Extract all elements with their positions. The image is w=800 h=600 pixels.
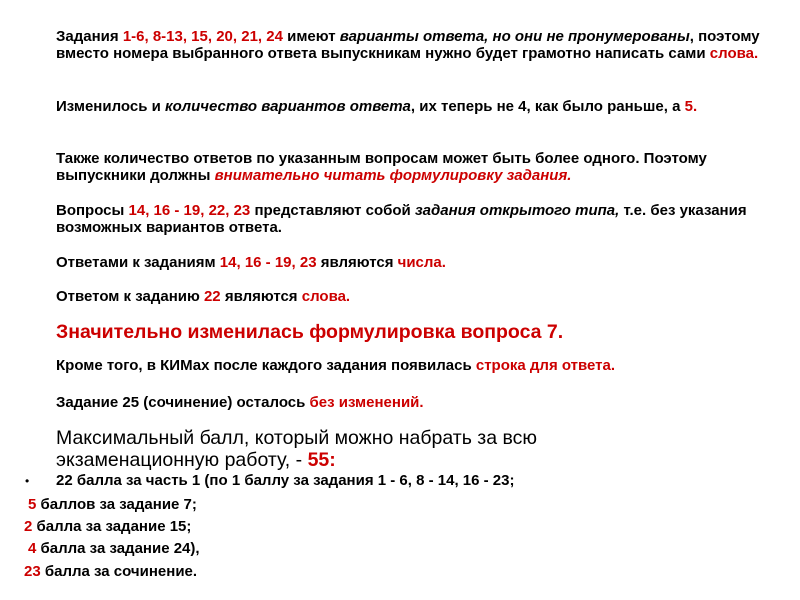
- list-item-task7: [28, 496, 788, 514]
- text: имеют: [282, 28, 340, 45]
- task-numbers: 14, 16 - 19, 23: [219, 254, 317, 271]
- score-number: 4: [28, 540, 37, 557]
- text: 22 балла за часть 1 (по 1 баллу за задания 1 - 6, 8 - 14, 16 - 23;: [56, 472, 515, 489]
- text: баллов за задание 7;: [36, 496, 197, 513]
- text: Максимальный балл, который можно набрать за всю экзаменационную работу, -: [56, 427, 538, 471]
- text: т.е. без указания возможных вариантов ответа.: [56, 202, 747, 236]
- highlight-word: числа.: [397, 254, 446, 271]
- text: Также количество ответов по указанным вопросам может быть более одного. Поэтому выпускники должны: [56, 150, 707, 184]
- text: Ответами к заданиям: [56, 254, 220, 271]
- highlight-phrase: строка для ответа.: [475, 357, 616, 374]
- paragraph-question-7: [56, 321, 786, 343]
- score-number: 2: [24, 518, 33, 535]
- text: Задания: [56, 28, 123, 45]
- highlight-heading: Значительно изменилась формулировка вопроса 7.: [56, 321, 564, 343]
- italic-phrase: задания открытого типа,: [414, 202, 620, 219]
- highlight-phrase: без изменений.: [309, 394, 424, 411]
- highlight-word: слова.: [709, 45, 759, 62]
- italic-phrase: количество вариантов ответа: [165, 98, 411, 115]
- list-item-part1: [56, 472, 800, 490]
- text: Вопросы: [56, 202, 129, 219]
- text: балла за задание 15;: [32, 518, 192, 535]
- text: являются: [220, 288, 302, 305]
- list-item-task15: [24, 518, 784, 536]
- score-number: 5: [28, 496, 37, 513]
- highlight-word: слова.: [301, 288, 351, 305]
- paragraph-numeric-answers: [56, 254, 786, 271]
- highlight-number: 5.: [684, 98, 698, 115]
- task-numbers: 1-6, 8-13, 15, 20, 21, 24: [122, 28, 283, 45]
- text: Ответом к заданию: [56, 288, 204, 305]
- task-numbers: 14, 16 - 19, 22, 23: [128, 202, 251, 219]
- text: Кроме того, в КИМах после каждого задания появилась: [56, 357, 476, 374]
- paragraph-max-score: [56, 427, 676, 471]
- paragraph-essay: [56, 394, 786, 411]
- text: представляют собой: [250, 202, 415, 219]
- max-score-value: 55:: [307, 449, 336, 471]
- bullet-icon: •: [25, 474, 30, 488]
- paragraph-variant-count: [56, 98, 786, 115]
- paragraph-multiple-answers: [56, 150, 786, 184]
- paragraph-answer-line: [56, 357, 786, 374]
- text: , поэтому вместо номера выбранного ответа выпускникам нужно будет грамотно написать сами: [56, 28, 760, 62]
- text: являются: [316, 254, 398, 271]
- text: балла за сочинение.: [40, 563, 198, 580]
- list-item-task24: [28, 540, 788, 558]
- task-number: 22: [203, 288, 221, 305]
- paragraph-word-answer: [56, 288, 786, 305]
- list-item-essay: [24, 563, 784, 581]
- highlight-phrase: внимательно читать формулировку задания.: [214, 167, 572, 184]
- text: , их теперь не 4, как было раньше, а: [410, 98, 685, 115]
- paragraph-open-questions: [56, 202, 786, 236]
- italic-phrase: варианты ответа, но они не пронумерованы: [339, 28, 690, 45]
- text: балла за задание 24),: [36, 540, 200, 557]
- text: Изменилось и: [56, 98, 165, 115]
- paragraph-answer-variants: [56, 28, 786, 62]
- score-number: 23: [24, 563, 41, 580]
- text: Задание 25 (сочинение) осталось: [56, 394, 310, 411]
